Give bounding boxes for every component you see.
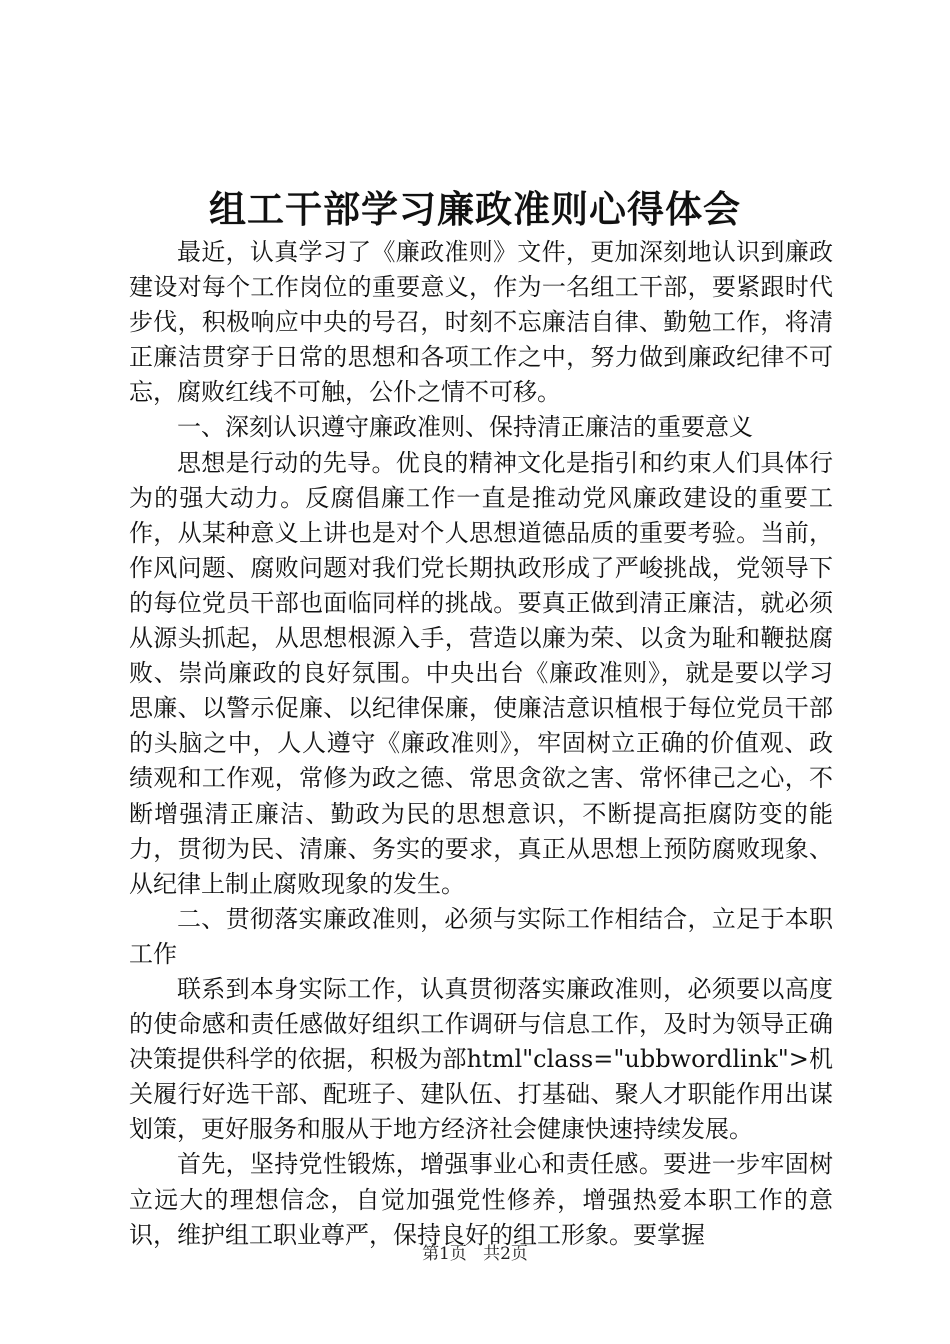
page-footer xyxy=(0,1243,950,1265)
body-paragraph: 思想是行动的先导。优良的精神文化是指引和约束人们具体行为的强大动力。反腐倡廉工作一直是推动党风廉政建设的重要工作，从某种意义上讲也是对个人思想道德品质的重要考验。当前，作风问题、腐败问题对我们党长期执政形成了严峻挑战，党领导下的每位党员干部也面临同样的挑战。要真正做到清正廉洁，就必须从源头抓起，从思想根源入手，营造以廉为荣、以贪为耻和鞭挞腐败、崇尚廉政的良好氛围。中央出台《廉政准则》，就是要以学习思廉、以警示促廉、以纪律保廉，使廉洁意识植根于每位党员干部的头脑之中，人人遵守《廉政准则》，牢固树立正确的价值观、政绩观和工作观，常修为政之德、常思贪欲之害、常怀律己之心，不断增强清正廉洁、勤政为民的思想意识，不断提高拒腐防变的能力，贯彻为民、清廉、务实的要求，真正从思想上预防腐败现象、从纪律上制止腐败现象的发生。 xyxy=(129,448,833,898)
page-number: 第1页 xyxy=(422,1244,467,1264)
body-paragraph: 联系到本身实际工作，认真贯彻落实廉政准则，必须要以高度的使命感和责任感做好组织工作调研与信息工作，及时为领导正确决策提供科学的依据，积极为部html"class="ubbwordlink">机关履行好选干部、配班子、建队伍、打基础、聚人才职能作用出谋划策，更好服务和服从于地方经济社会健康快速持续发展。 xyxy=(129,974,833,1144)
section-heading: 二、贯彻落实廉政准则，必须与实际工作相结合，立足于本职工作 xyxy=(129,904,833,968)
section-heading: 一、深刻认识遵守廉政准则、保持清正廉洁的重要意义 xyxy=(177,413,753,442)
document-body xyxy=(129,235,833,1253)
document-title: 组工干部学习廉政准则心得体会 xyxy=(209,187,741,231)
body-paragraph: 首先，坚持党性锻炼，增强事业心和责任感。要进一步牢固树立远大的理想信念，自觉加强党性修养，增强热爱本职工作的意识，维护组工职业尊严，保持良好的组工形象。要掌握 xyxy=(129,1150,833,1249)
page-total: 共2页 xyxy=(483,1244,528,1264)
body-paragraph: 最近，认真学习了《廉政准则》文件，更加深刻地认识到廉政建设对每个工作岗位的重要意义，作为一名组工干部，要紧跟时代步伐，积极响应中央的号召，时刻不忘廉洁自律、勤勉工作，将清正廉洁贯穿于日常的思想和各项工作之中，努力做到廉政纪律不可忘，腐败红线不可触，公仆之情不可移。 xyxy=(129,238,833,407)
